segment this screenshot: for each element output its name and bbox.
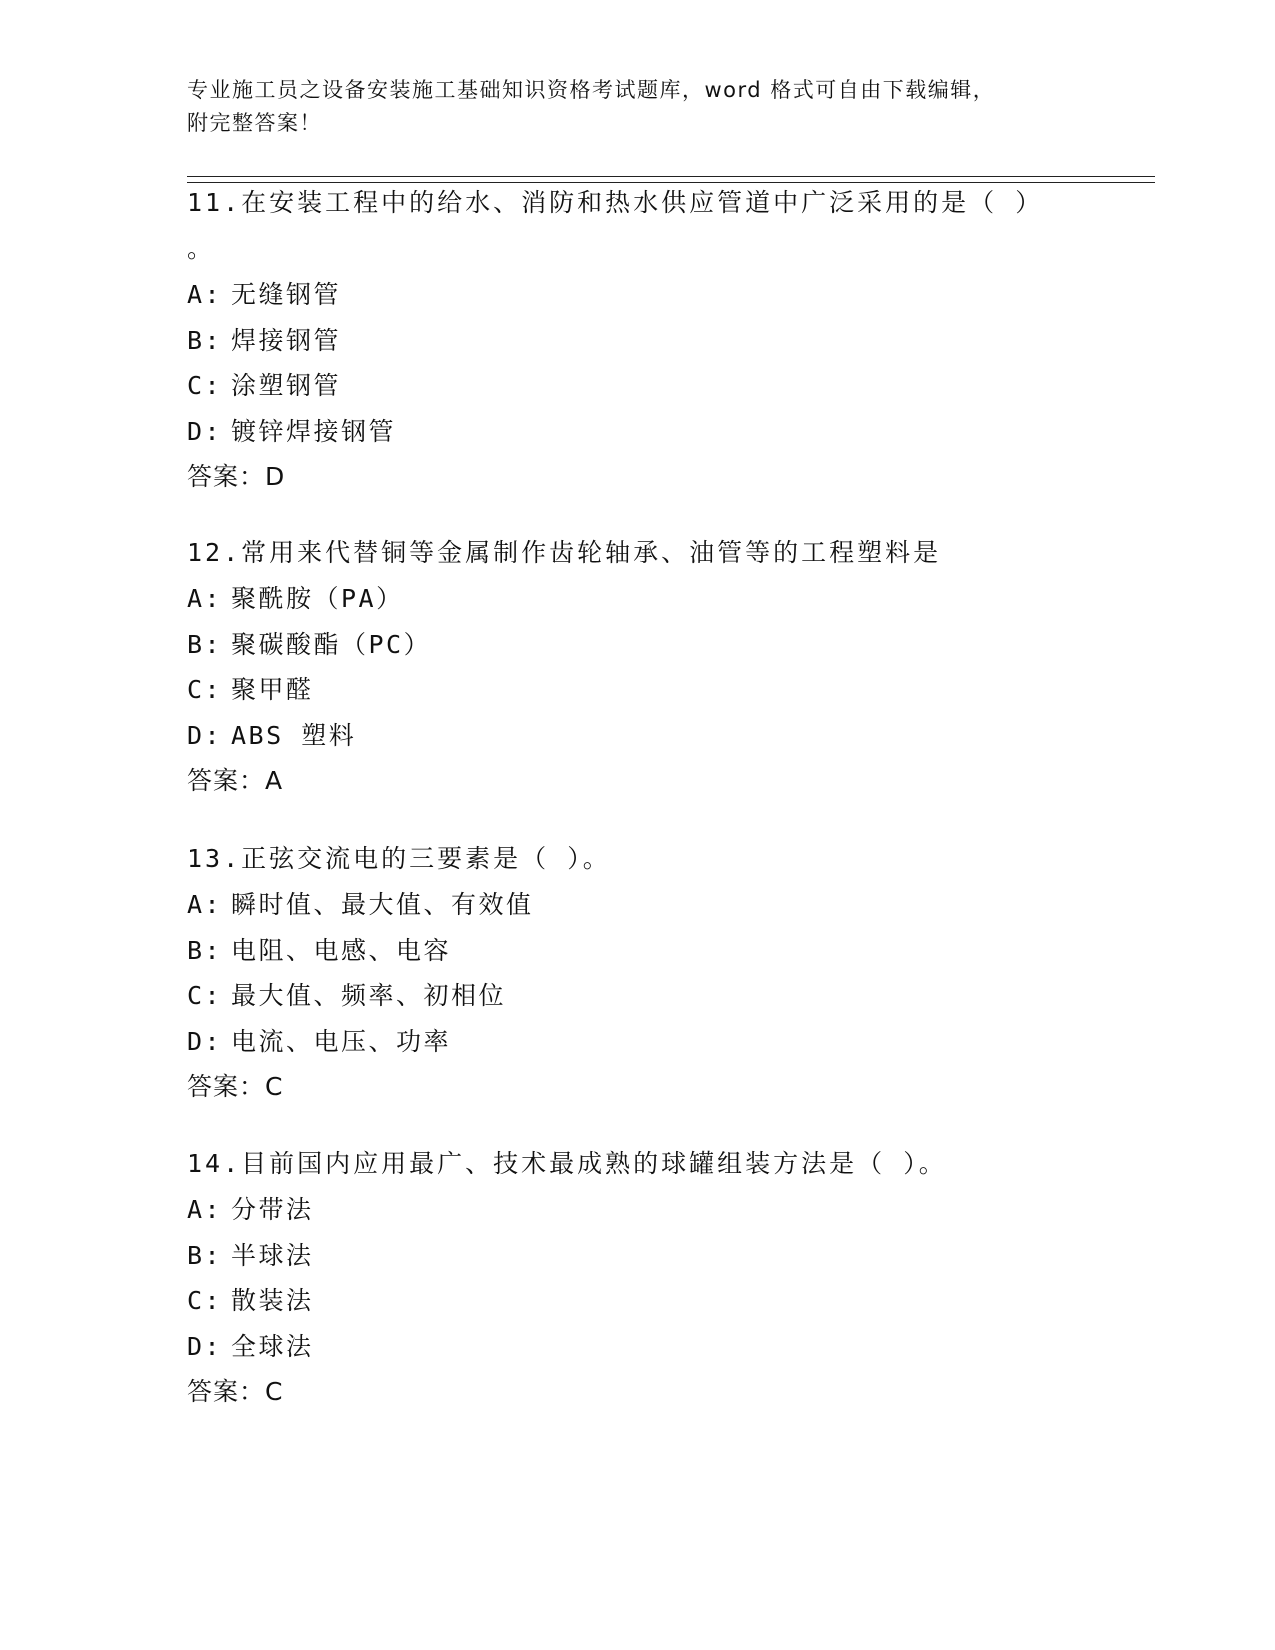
answer-line: 答案：D <box>187 462 286 491</box>
question-12 <box>187 530 1107 804</box>
question-stem: 14.目前国内应用最广、技术最成熟的球罐组装方法是（ ）。 <box>187 1149 947 1178</box>
option-letter: A: <box>187 890 223 919</box>
option-text: 散装法 <box>231 1286 314 1315</box>
option-d <box>187 1019 1107 1065</box>
option-text: 聚酰胺（PA） <box>231 584 404 613</box>
option-b <box>187 928 1107 974</box>
option-letter: A: <box>187 584 223 613</box>
header-line-1: 专业施工员之设备安装施工基础知识资格考试题库，word 格式可自由下载编辑， <box>187 78 996 102</box>
option-c <box>187 973 1107 1019</box>
option-letter: C: <box>187 1286 223 1315</box>
option-a <box>187 272 1107 318</box>
option-letter: D: <box>187 1331 223 1361</box>
question-stem: 11.在安装工程中的给水、消防和热水供应管道中广泛采用的是（ ） <box>187 188 1044 217</box>
option-letter: B: <box>187 935 223 965</box>
option-letter: D: <box>187 1026 223 1056</box>
question-stem: 13.正弦交流电的三要素是（ ）。 <box>187 844 611 873</box>
option-letter: A: <box>187 1195 223 1224</box>
option-text: 无缝钢管 <box>231 280 342 309</box>
option-text: 分带法 <box>231 1195 314 1224</box>
option-b <box>187 622 1107 668</box>
option-d <box>187 713 1107 759</box>
option-text: 全球法 <box>231 1331 314 1361</box>
header-line-2: 附完整答案！ <box>187 111 322 135</box>
question-stem: 12.常用来代替铜等金属制作齿轮轴承、油管等的工程塑料是 <box>187 538 942 567</box>
option-letter: C: <box>187 981 223 1010</box>
option-b <box>187 1233 1107 1279</box>
option-text: 涂塑钢管 <box>231 371 342 400</box>
answer-line: 答案：C <box>187 1072 284 1101</box>
option-d <box>187 1324 1107 1370</box>
question-11 <box>187 180 1107 500</box>
option-text: 聚甲醛 <box>231 675 314 704</box>
answer-line: 答案：C <box>187 1377 284 1406</box>
option-letter: B: <box>187 1240 223 1270</box>
option-text: 电阻、电感、电容 <box>231 935 452 965</box>
option-text: 镀锌焊接钢管 <box>231 416 397 446</box>
option-text: 聚碳酸酯（PC） <box>231 629 432 659</box>
option-letter: B: <box>187 629 223 659</box>
document-header <box>187 74 1067 140</box>
option-text: 半球法 <box>231 1240 314 1270</box>
option-c <box>187 1278 1107 1324</box>
option-text: 焊接钢管 <box>231 325 342 355</box>
option-text: 电流、电压、功率 <box>231 1026 452 1056</box>
option-a <box>187 576 1107 622</box>
option-letter: C: <box>187 675 223 704</box>
option-letter: B: <box>187 325 223 355</box>
option-letter: C: <box>187 371 223 400</box>
option-letter: A: <box>187 280 223 309</box>
option-b <box>187 318 1107 364</box>
answer-line: 答案：A <box>187 766 284 795</box>
option-letter: D: <box>187 416 223 446</box>
option-c <box>187 363 1107 409</box>
option-text: 最大值、频率、初相位 <box>231 981 507 1010</box>
option-c <box>187 667 1107 713</box>
option-letter: D: <box>187 720 223 750</box>
question-13 <box>187 836 1107 1110</box>
option-a <box>187 882 1107 928</box>
option-text: ABS 塑料 <box>231 720 357 750</box>
option-a <box>187 1187 1107 1233</box>
question-stem-tail: 。 <box>187 234 216 263</box>
option-d <box>187 409 1107 455</box>
question-14 <box>187 1141 1107 1415</box>
option-text: 瞬时值、最大值、有效值 <box>231 890 534 919</box>
